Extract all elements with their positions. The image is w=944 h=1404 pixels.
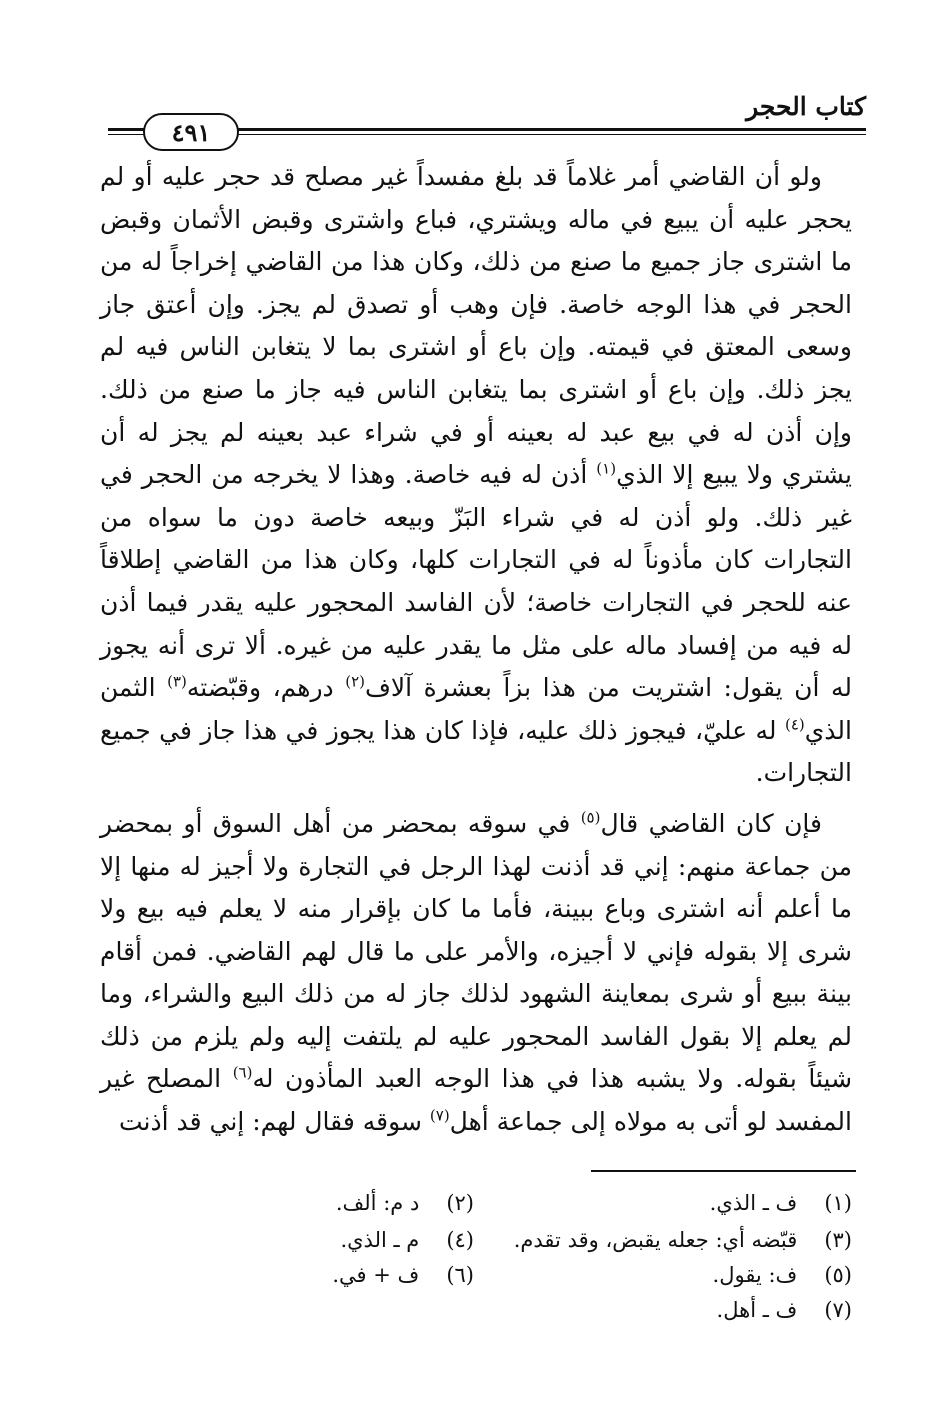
footnote-ref-5: (٥) (580, 808, 601, 827)
footnote-5 (713, 1260, 852, 1290)
footnote-2 (336, 1188, 474, 1218)
paragraph-1-text-4: الثمن الذي (100, 673, 852, 745)
footnote-separator (591, 1170, 856, 1172)
footnote-ref-7: (٧) (429, 1106, 450, 1125)
footnote-ref-6: (٦) (232, 1064, 253, 1083)
footnote-6 (332, 1260, 474, 1290)
footnote-5-number: (٥) (824, 1263, 852, 1287)
paragraph-2-text-1: فإن كان القاضي قال (600, 808, 823, 838)
footnote-2-text: د م: ألف. (335, 1191, 420, 1215)
footnote-ref-1: (١) (596, 459, 617, 478)
paragraph-1 (100, 156, 852, 795)
footnote-ref-3: (٣) (167, 672, 187, 691)
paragraph-2-text-3: المصلح غير المفسد لو أتى به مولاه إلى جماعة أهل (100, 1064, 852, 1137)
footnote-4 (340, 1225, 474, 1255)
main-text (100, 156, 852, 1144)
footnote-1-number: (١) (824, 1191, 852, 1215)
paragraph-2-text-4: سوقه فقال لهم: إني قد أذنت (119, 1107, 422, 1137)
footnote-2-number: (٢) (446, 1191, 474, 1215)
footnote-1 (710, 1188, 852, 1218)
footnote-7-number: (٧) (824, 1298, 852, 1322)
running-title: كتاب الحجر (746, 92, 866, 121)
footnote-ref-2: (٢) (345, 672, 365, 691)
paragraph-2 (100, 803, 852, 1144)
footnote-7 (717, 1295, 852, 1325)
paragraph-1-text-2: أذن له فيه خاصة. وهذا لا يخرجه من الحجر في غير ذلك. ولو أذن له في شراء البَزّ وبيعه خاصة دون ما سواه من التجارات كان مأذوناً له في التجارات كلها، وكان هذا من القاضي إطلاقاً عنه للحجر في التجارات خاصة؛ لأن الفاسد المحجور عليه يقدر فيما أذن له فيه من إفساد ماله على مثل ما يقدر عليه من غيره. ألا ترى أنه يجوز له أن يقول: اشتريت من هذا بزاً بعشرة آلاف (100, 460, 852, 703)
footnote-5-text: ف: يقول. (712, 1263, 798, 1287)
paragraph-1-text-3: درهم، وقبّضته (186, 673, 334, 703)
paragraph-1-text-1: ولو أن القاضي أمر غلاماً قد بلغ مفسداً غير مصلح قد حجر عليه أو لم يحجر عليه أن يبيع في ماله ويشتري، فباع واشترى وقبض الأثمان وقبض ما اشترى جاز جميع ما صنع من ذلك، وكان هذا من القاضي إخراجاً له من الحجر في هذا الوجه خاصة. فإن وهب أو تصدق لم يجز. وإن أعتق جاز وسعى المعتق في قيمته. وإن باع أو اشترى بما لا يتغابن الناس فيه لم يجز ذلك. وإن باع أو اشترى بما يتغابن الناس فيه جاز ما صنع من ذلك. وإن أذن له في بيع عبد له بعينه أو في شراء عبد بعينه لم يجز له أن يشتري ولا يبيع إلا الذي (100, 162, 853, 490)
footnote-ref-4: (٤) (784, 715, 805, 734)
footnote-6-text: ف + في. (332, 1263, 420, 1287)
footnote-4-number: (٤) (446, 1228, 474, 1252)
footnote-3-text: قبّضه أي: جعله يقبض، وقد تقدم. (513, 1228, 798, 1252)
footnote-3-number: (٣) (824, 1228, 852, 1252)
footnote-7-text: ف ـ أهل. (716, 1298, 798, 1322)
paragraph-2-text-2: في سوقه بمحضر من أهل السوق أو بمحضر من جماعة منهم: إني قد أذنت لهذا الرجل في التجارة ولا أجيز له منها إلا ما أعلم أنه اشترى وباع ببينة، فأما ما كان بإقرار منه لا يعلم فيه بيع ولا شرى إلا بقوله فإني لا أجيزه، والأمر على ما قال لهم القاضي. فمن أقام بينة ببيع أو شرى بمعاينة الشهود لذلك جاز له من ذلك البيع والشراء، وما لم يعلم إلا بقول الفاسد المحجور عليه لم يلتفت إليه ولم يلزم من ذلك شيئاً بقوله. ولا يشبه هذا في هذا الوجه العبد المأذون له (100, 808, 853, 1094)
footnote-4-text: م ـ الذي. (340, 1228, 420, 1252)
footnote-3 (514, 1225, 852, 1255)
page-number: ٤٩١ (171, 117, 211, 147)
page-number-badge (143, 113, 239, 151)
footnote-6-number: (٦) (446, 1263, 474, 1287)
footnote-1-text: ف ـ الذي. (709, 1191, 798, 1215)
paragraph-1-text-5: له عليّ، فيجوز ذلك عليه، فإذا كان هذا يجوز في هذا جاز في جميع التجارات. (100, 715, 852, 788)
